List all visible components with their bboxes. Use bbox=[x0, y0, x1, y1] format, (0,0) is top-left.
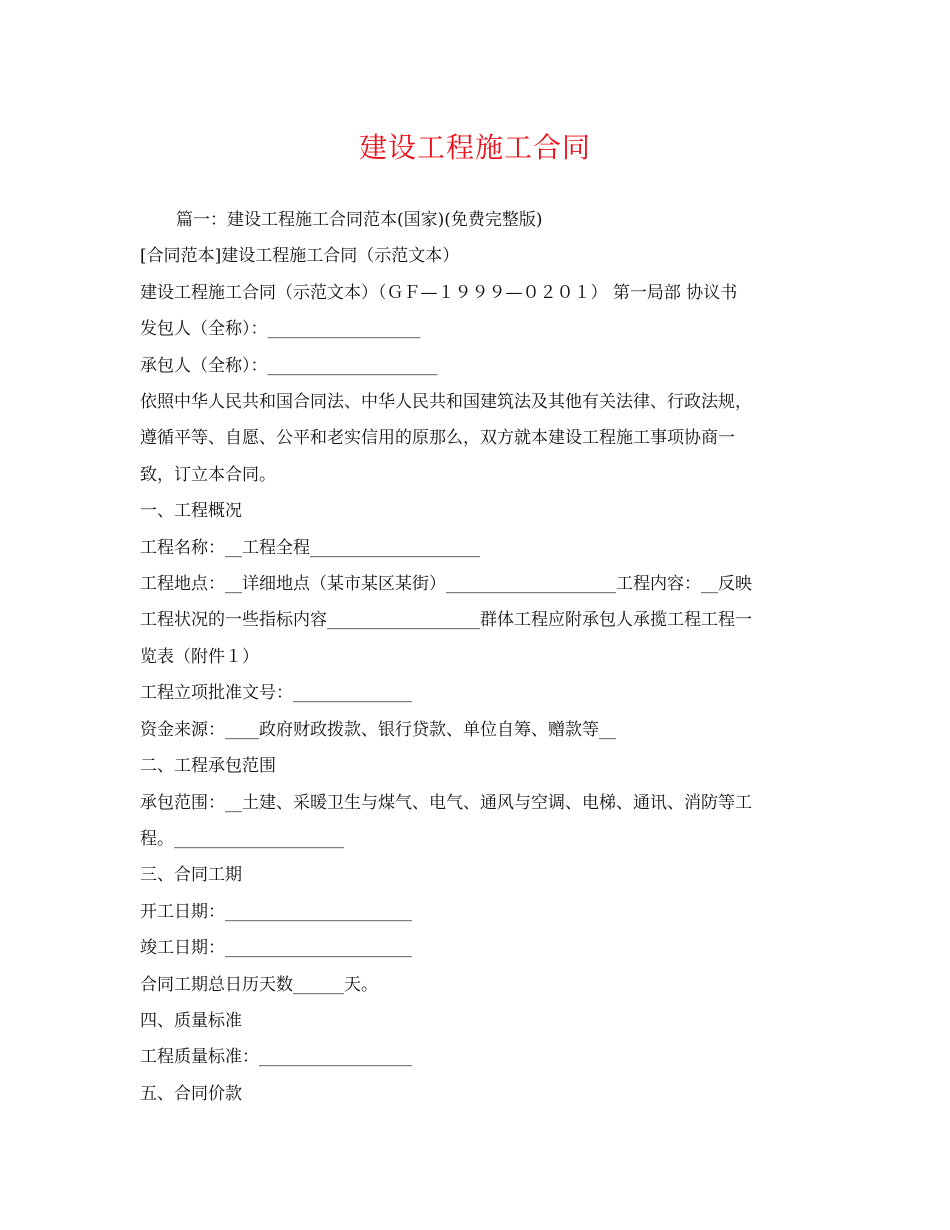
paragraph-line: 工程质量标准：__________________ bbox=[140, 1047, 412, 1068]
paragraph-line: 工程名称：__工程全程____________________ bbox=[140, 537, 480, 558]
section-heading: 一、工程概况 bbox=[140, 501, 242, 522]
paragraph-line: 承包范围：__土建、采暖卫生与煤气、电气、通风与空调、电梯、通讯、消防等工 bbox=[140, 792, 752, 813]
paragraph-line: 览表（附件１） bbox=[140, 646, 259, 667]
paragraph-line: [合同范本]建设工程施工合同（示范文本） bbox=[140, 246, 460, 267]
paragraph-line: 遵循平等、自愿、公平和老实信用的原那么，双方就本建设工程施工事项协商一 bbox=[140, 428, 735, 449]
paragraph-line: 致，订立本合同。 bbox=[140, 464, 276, 485]
paragraph-line: 开工日期：______________________ bbox=[140, 901, 412, 922]
paragraph-line: 承包人（全称）：____________________ bbox=[140, 355, 438, 376]
paragraph-line: 竣工日期：______________________ bbox=[140, 938, 412, 959]
section-heading: 二、工程承包范围 bbox=[140, 756, 276, 777]
paragraph-line: 工程状况的一些指标内容__________________群体工程应附承包人承揽工程工程一 bbox=[140, 610, 752, 631]
paragraph-line: 依照中华人民共和国合同法、中华人民共和国建筑法及其他有关法律、行政法规， bbox=[140, 392, 752, 413]
document-body bbox=[140, 202, 812, 1112]
paragraph-line: 发包人（全称）：__________________ bbox=[140, 319, 421, 340]
paragraph-line: 程。____________________ bbox=[140, 828, 344, 849]
paragraph-line: 合同工期总日历天数______天。 bbox=[140, 974, 378, 995]
document-title: 建设工程施工合同 bbox=[358, 131, 591, 164]
section-heading: 三、合同工期 bbox=[140, 865, 242, 886]
paragraph-line: 资金来源：____政府财政拨款、银行贷款、单位自筹、赠款等__ bbox=[140, 719, 616, 740]
paragraph-line: 工程立项批准文号：______________ bbox=[140, 683, 412, 704]
section-heading: 五、合同价款 bbox=[140, 1083, 242, 1104]
paragraph-line: 工程地点：__详细地点（某市某区某街）____________________工程内容：__反映 bbox=[140, 574, 752, 595]
paragraph-line: 篇一：建设工程施工合同范本(国家)(免费完整版) bbox=[176, 210, 543, 230]
paragraph-line: 建设工程施工合同（示范文本）（ＧＦ—１９９９—０２０１） 第一局部 协议书 bbox=[140, 282, 738, 303]
section-heading: 四、质量标准 bbox=[140, 1010, 242, 1031]
